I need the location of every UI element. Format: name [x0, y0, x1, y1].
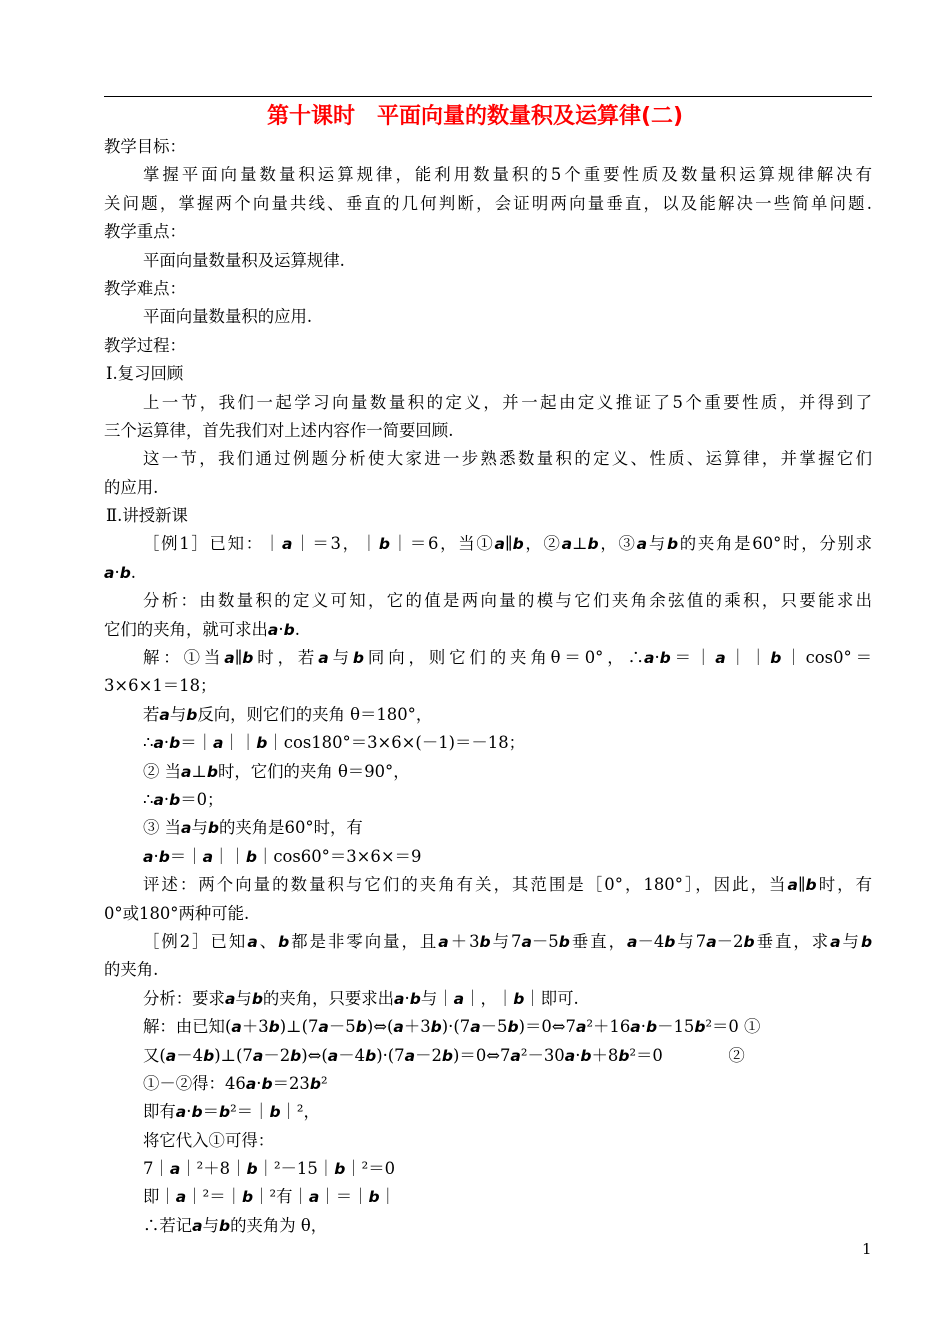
text-segment: )⇔(: [301, 1045, 328, 1065]
text-segment: ＋3: [448, 931, 480, 951]
text-line: 将它代入①可得：: [143, 1130, 275, 1150]
text-segment: 与7: [490, 931, 522, 951]
text-segment: ∥: [504, 534, 513, 554]
text-segment: 7｜: [143, 1159, 170, 1179]
text-segment: )＝0⇔7: [518, 1017, 576, 1037]
text-segment: 与7: [675, 931, 707, 951]
vector-a: a: [224, 649, 235, 668]
text-line: 3×6×1＝18；: [104, 676, 217, 696]
vector-b: b: [365, 1046, 377, 1065]
text-line: 的应用.: [104, 477, 159, 497]
vector-a: a: [470, 1018, 481, 1037]
text-segment: ｜｜: [725, 648, 771, 668]
vector-a: a: [643, 649, 655, 668]
vector-a: a: [224, 989, 236, 1008]
vector-a: a: [453, 989, 465, 1008]
vector-a: a: [715, 649, 726, 668]
vector-a: a: [626, 932, 638, 951]
vector-b: b: [770, 649, 782, 668]
text-segment: －2: [716, 931, 744, 951]
text-line: [104, 559, 872, 587]
text-line: 分析：由数量积的定义可知，它的值是两向量的模与它们夹角余弦值的乘积，只要能求出: [143, 591, 872, 611]
text-segment: 的夹角为 θ，: [230, 1215, 328, 1235]
text-segment: ²＝0 ②: [629, 1045, 745, 1065]
text-segment: ｜: [379, 1187, 396, 1207]
text-segment: 与: [191, 818, 208, 838]
vector-b: b: [218, 1103, 231, 1122]
text-segment: ｜cos60°＝3×6×＝9: [256, 846, 422, 866]
text-segment: )⇔(: [366, 1017, 394, 1037]
text-segment: －4: [176, 1045, 204, 1065]
text-line: 这一节，我们通过例题分析使大家进一步熟悉数量积的定义、性质、运算律，并掌握它们: [143, 449, 872, 469]
vector-a: a: [202, 847, 214, 866]
vector-a: a: [404, 1046, 416, 1065]
text-segment: ｜²＋8｜: [180, 1159, 247, 1179]
vector-a: a: [165, 1046, 177, 1065]
equation-line: [104, 1070, 872, 1098]
vector-b: b: [587, 535, 599, 554]
text-line: 上一节，我们一起学习向量数量积的定义，并一起由定义推证了5个重要性质，并得到了: [143, 392, 872, 412]
text-segment: －4: [637, 931, 665, 951]
text-segment: ·: [404, 988, 410, 1008]
text-line: 三个运算律，首先我们对上述内容作一简要回顾.: [104, 420, 454, 440]
vector-b: b: [206, 762, 218, 781]
vector-a: a: [231, 1018, 242, 1037]
vector-b: b: [580, 1046, 592, 1065]
vector-b: b: [507, 1018, 519, 1037]
vector-b: b: [203, 1046, 215, 1065]
text-segment: ·: [153, 846, 159, 866]
vector-b: b: [169, 734, 181, 753]
text-segment: ·: [163, 733, 170, 753]
text-segment: 的夹角是60°时，有: [218, 818, 363, 838]
text-segment: ·: [114, 562, 120, 582]
text-segment: 同向，则它们的夹角θ＝0°，∴: [364, 648, 644, 668]
text-segment: 都是非零向量，且: [289, 931, 439, 951]
vector-a: a: [706, 932, 717, 951]
text-segment: ｜²－15｜: [257, 1159, 335, 1179]
vector-b: b: [186, 705, 198, 724]
text-line: [104, 871, 872, 899]
vector-a: a: [213, 734, 224, 753]
text-segment: 它们的夹角，就可求出: [104, 619, 268, 639]
vector-a: a: [267, 620, 279, 639]
text-line: [104, 729, 872, 757]
text-line: [104, 928, 872, 956]
vector-b: b: [659, 649, 671, 668]
text-segment: ·: [163, 789, 170, 809]
vector-a: a: [787, 876, 798, 895]
text-segment: ＝｜: [670, 648, 716, 668]
vector-a: a: [153, 790, 164, 809]
text-line: [104, 1098, 872, 1126]
text-segment: 评述：两个向量的数量积与它们的夹角有关，其范围是［0°，180°］，因此，当: [143, 875, 788, 895]
vector-a: a: [630, 1018, 641, 1037]
vector-b: b: [261, 1074, 273, 1093]
vector-a: a: [561, 535, 573, 554]
section-heading: Ⅱ.讲授新课: [106, 506, 188, 526]
text-segment: ＝｜: [180, 733, 214, 753]
vector-b: b: [256, 734, 268, 753]
vector-b: b: [278, 932, 290, 951]
text-segment: ｜²＝0: [345, 1159, 396, 1179]
text-segment: ∴: [143, 789, 154, 809]
vector-b: b: [355, 1018, 367, 1037]
text-segment: ·: [575, 1045, 581, 1065]
text-segment: ∴: [143, 733, 154, 753]
vector-b: b: [169, 790, 181, 809]
text-segment: ｜＝6，当①: [390, 534, 495, 554]
vector-b: b: [645, 1018, 658, 1037]
vector-a: a: [394, 989, 405, 1008]
text-segment: ＋3: [403, 1017, 431, 1037]
text-segment: ｜｜: [213, 846, 246, 866]
text-segment: ²: [320, 1073, 328, 1093]
vector-a: a: [494, 535, 505, 554]
text-segment: ＋3: [241, 1017, 269, 1037]
text-segment: )·(7: [376, 1045, 405, 1065]
text-line: [104, 1212, 872, 1240]
vector-b: b: [207, 819, 219, 838]
vector-a: a: [153, 734, 164, 753]
text-segment: ²＋16: [586, 1017, 631, 1037]
vector-b: b: [479, 932, 491, 951]
text-segment: ·: [654, 648, 660, 668]
text-segment: ·: [640, 1017, 646, 1037]
vector-b: b: [352, 649, 364, 668]
text-segment: 分析：要求: [143, 988, 225, 1008]
vector-b: b: [242, 649, 254, 668]
page-number: 1: [862, 1240, 872, 1258]
text-line: 0°或180°两种可能.: [104, 903, 250, 923]
text-segment: 即有: [143, 1102, 176, 1122]
text-segment: －15: [657, 1017, 695, 1037]
vector-b: b: [119, 563, 131, 582]
vector-b: b: [290, 1046, 302, 1065]
text-segment: ·: [278, 619, 284, 639]
vector-a: a: [252, 1046, 264, 1065]
text-segment: )⊥(7: [279, 1017, 319, 1037]
text-line: [104, 758, 872, 786]
text-line: [104, 843, 872, 871]
text-segment: ［例2］已知: [143, 931, 248, 951]
vector-b: b: [283, 620, 295, 639]
text-segment: －2: [263, 1045, 291, 1065]
section-heading: Ⅰ.复习回顾: [106, 364, 184, 384]
text-line: [104, 814, 872, 842]
text-segment: 的夹角，只要求出: [262, 988, 395, 1008]
text-segment: ＝: [202, 1102, 219, 1122]
text-segment: ｜＝3，｜: [292, 534, 379, 554]
text-segment: 时，它们的夹角 θ＝90°，: [218, 761, 410, 781]
text-segment: ｜²，: [280, 1102, 320, 1122]
vector-a: a: [327, 1046, 339, 1065]
text-segment: .: [294, 619, 300, 639]
vector-b: b: [219, 1216, 231, 1235]
text-segment: 垂直，: [569, 931, 627, 951]
text-segment: ＝｜: [169, 846, 203, 866]
vector-b: b: [378, 535, 390, 554]
vector-a: a: [564, 1046, 576, 1065]
text-segment: ｜，｜: [464, 988, 514, 1008]
text-segment: －2: [415, 1045, 442, 1065]
text-segment: )＝0⇔7: [453, 1045, 511, 1065]
vector-b: b: [245, 847, 257, 866]
text-line: 掌握平面向量数量积运算规律，能利用数量积的5个重要性质及数量积运算规律解决有: [143, 165, 872, 185]
text-segment: 时，若: [253, 648, 319, 668]
header-rule: [104, 96, 872, 97]
page-title: 第十课时 平面向量的数量积及运算律(二): [266, 104, 684, 129]
vector-a: a: [308, 1188, 320, 1207]
text-segment: .: [130, 562, 137, 582]
text-segment: 与: [169, 704, 187, 724]
vector-b: b: [309, 1074, 321, 1093]
vector-a: a: [181, 819, 192, 838]
text-segment: 反向，则它们的夹角 θ＝180°，: [197, 704, 433, 724]
text-segment: ｜cos180°＝3×6×(－1)＝－18；: [267, 733, 526, 753]
vector-b: b: [694, 1018, 706, 1037]
document-body: [104, 133, 872, 1240]
vector-b: b: [513, 989, 525, 1008]
text-segment: ｜²有｜: [253, 1187, 309, 1207]
text-segment: ③ 当: [143, 818, 181, 838]
text-segment: ｜即可.: [524, 988, 579, 1008]
text-segment: 又(: [143, 1045, 166, 1065]
vector-a: a: [318, 649, 329, 668]
vector-a: a: [169, 1160, 181, 1179]
vector-a: a: [318, 1018, 329, 1037]
text-segment: ｜｜: [223, 733, 257, 753]
vector-b: b: [242, 1188, 254, 1207]
text-segment: ∥: [797, 875, 806, 895]
text-line: 关问题，掌握两个向量共线、垂直的几何判断，会证明两向量垂直，以及能解决一些简单问题.: [104, 193, 872, 213]
vector-b: b: [158, 847, 170, 866]
text-segment: 若: [143, 704, 160, 724]
vector-b: b: [430, 1018, 442, 1037]
vector-b: b: [860, 932, 872, 951]
text-segment: ＝23: [272, 1073, 310, 1093]
text-line: [104, 701, 872, 729]
text-segment: ²＝0 ①: [705, 1017, 761, 1037]
text-segment: ｜cos0°＝: [781, 648, 872, 668]
vector-a: a: [438, 932, 449, 951]
vector-b: b: [269, 1103, 281, 1122]
text-segment: －4: [338, 1045, 366, 1065]
text-line: 的夹角.: [104, 960, 159, 980]
vector-b: b: [512, 535, 524, 554]
vector-a: a: [104, 563, 115, 582]
text-line: [104, 530, 872, 558]
vector-a: a: [393, 1018, 404, 1037]
vector-a: a: [192, 1216, 203, 1235]
text-segment: 时，有: [816, 875, 872, 895]
vector-b: b: [251, 989, 263, 1008]
vector-b: b: [666, 535, 679, 554]
text-segment: 垂直，求: [754, 931, 831, 951]
text-segment: ，③: [598, 534, 637, 554]
vector-a: a: [143, 847, 154, 866]
vector-a: a: [247, 932, 258, 951]
vector-a: a: [575, 1018, 587, 1037]
text-segment: ∴若记: [143, 1215, 193, 1235]
text-segment: ·: [256, 1073, 262, 1093]
text-segment: )⊥(7: [214, 1045, 253, 1065]
text-segment: 解：由已知(: [143, 1017, 232, 1037]
equation-line: [104, 1183, 872, 1211]
text-segment: ＋8: [591, 1045, 619, 1065]
text-segment: ²－30: [520, 1045, 565, 1065]
text-segment: 与: [328, 648, 353, 668]
text-segment: ｜＝｜: [319, 1187, 369, 1207]
text-segment: －5: [531, 931, 559, 951]
vector-b: b: [618, 1046, 630, 1065]
vector-b: b: [246, 1160, 258, 1179]
vector-b: b: [268, 1018, 280, 1037]
text-segment: 、: [257, 931, 279, 951]
vector-b: b: [441, 1046, 454, 1065]
vector-a: a: [245, 1074, 257, 1093]
vector-b: b: [409, 989, 421, 1008]
text-line: [104, 644, 872, 672]
text-segment: ［例1］已知：｜: [143, 534, 283, 554]
vector-a: a: [830, 932, 841, 951]
vector-b: b: [743, 932, 755, 951]
vector-b: b: [334, 1160, 346, 1179]
text-segment: ⊥: [572, 534, 588, 554]
text-line: 教学重点：: [104, 222, 186, 242]
text-line: [104, 616, 872, 644]
vector-a: a: [282, 535, 293, 554]
text-line: 教学过程：: [104, 335, 186, 355]
vector-a: a: [181, 762, 192, 781]
text-segment: 与: [202, 1215, 220, 1235]
text-line: 平面向量数量积及运算规律.: [143, 250, 345, 270]
text-segment: )·(7: [441, 1017, 471, 1037]
text-segment: 的夹角是60°时，分别求: [678, 534, 872, 554]
text-segment: －5: [328, 1017, 356, 1037]
text-segment: 与: [647, 534, 667, 554]
equation-line: [104, 1013, 872, 1041]
vector-a: a: [175, 1188, 187, 1207]
vector-a: a: [510, 1046, 521, 1065]
text-line: 教学目标：: [104, 137, 186, 156]
vector-b: b: [558, 932, 570, 951]
text-segment: 与: [235, 988, 252, 1008]
vector-a: a: [175, 1103, 187, 1122]
equation-line: [104, 1042, 872, 1070]
vector-b: b: [805, 876, 817, 895]
text-segment: 解：①当: [143, 648, 225, 668]
equation-line: [104, 1155, 872, 1183]
text-segment: ²＝｜: [230, 1102, 270, 1122]
text-segment: －5: [480, 1017, 508, 1037]
text-line: 教学难点：: [104, 278, 186, 298]
vector-a: a: [636, 535, 648, 554]
text-segment: ⊥: [191, 761, 207, 781]
text-segment: ·: [186, 1102, 192, 1122]
vector-b: b: [368, 1188, 380, 1207]
text-line: [104, 985, 872, 1013]
text-segment: ＝0；: [180, 789, 224, 809]
text-segment: 与: [840, 931, 861, 951]
text-segment: ② 当: [143, 761, 181, 781]
vector-a: a: [159, 705, 170, 724]
vector-b: b: [191, 1103, 203, 1122]
text-segment: 与｜: [420, 988, 454, 1008]
text-line: [104, 786, 872, 814]
text-segment: 即｜: [143, 1187, 176, 1207]
text-segment: ①－②得：46: [143, 1073, 246, 1093]
text-line: 平面向量数量积的应用.: [143, 307, 313, 327]
text-segment: ｜²＝｜: [186, 1187, 242, 1207]
text-segment: ∥: [234, 648, 243, 668]
vector-b: b: [664, 932, 676, 951]
text-segment: ，②: [523, 534, 562, 554]
vector-a: a: [521, 932, 532, 951]
